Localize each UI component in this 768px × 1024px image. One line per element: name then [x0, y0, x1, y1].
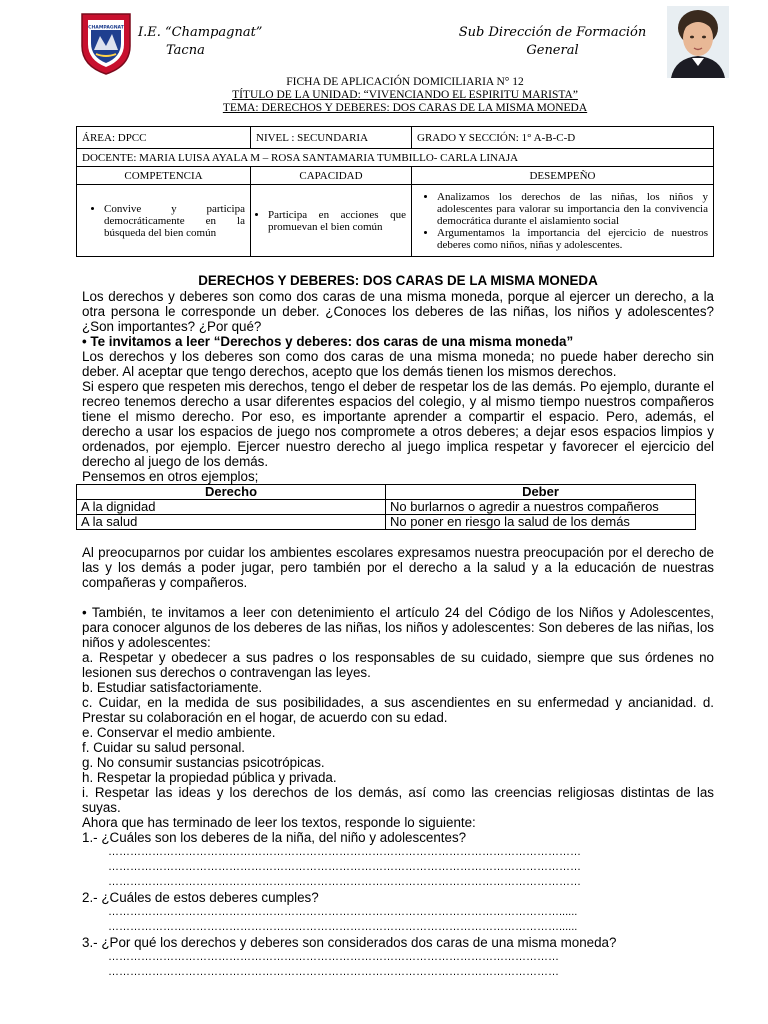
spacer — [82, 530, 714, 545]
desempeno-cell — [412, 185, 714, 257]
paragraph-2: Los derechos y los deberes son como dos caras de una misma moneda; no puede haber derecho sin deber. Al aceptar que tengo derechos, acepto que los demás tienen los mismos derechos. — [82, 349, 714, 379]
paragraph-6: • También, te invitamos a leer con detenimiento el artículo 24 del Código de los Niños y Adolescentes, para conocer algunos de los deberes de las niñas, los niños y adolescentes: Son deberes de las niñas, los niños y adolescentes: — [82, 605, 714, 650]
desempeno-header: DESEMPEÑO — [412, 167, 714, 185]
desempeno-item-2: • Argumentamos la importancia del ejercicio de nuestros deberes como niños, niñas y adolescentes. — [437, 227, 708, 251]
school-city: Tacna — [166, 43, 205, 58]
department-block — [440, 24, 665, 60]
duty-item: f. Cuidar su salud personal. — [82, 740, 246, 755]
deber-cell: No poner en riesgo la salud de los demás — [386, 515, 696, 530]
grade-cell: GRADO Y SECCIÓN: 1° A-B-C-D — [412, 127, 714, 149]
spacer — [82, 590, 714, 605]
school-crest-logo — [78, 10, 134, 76]
table-row — [77, 127, 714, 149]
answer-line[interactable]: ……………………………………………………………………………………………………………...... — [108, 906, 578, 918]
duty-item: i. Respetar las ideas y los derechos de los demás, así como las creencias religiosas distintas de las suyas. — [82, 785, 714, 815]
derecho-header: Derecho — [77, 485, 386, 500]
answer-line[interactable]: …………………………………………………………………………………………………………… — [108, 951, 559, 963]
answer-line[interactable]: ……………………………………………………………………………………………………………...... — [108, 921, 578, 933]
duty-item: g. No consumir sustancias psicotrópicas. — [82, 755, 325, 770]
paragraph-5: Al preocuparnos por cuidar los ambientes escolares expresamos nuestra preocupación por el derecho de las y los demás a poder jugar, pero también por el derecho a la salud y a la educación de nuestras compañeras y compañeros. — [82, 545, 714, 590]
duty-item: a. Respetar y obedecer a sus padres o los responsables de su cuidado, siempre que sus órdenes no lesionen sus derechos o contravengan las leyes. — [82, 650, 714, 680]
crest-text: CHAMPAGNAT — [88, 25, 124, 31]
duty-item: h. Respetar la propiedad pública y privada. — [82, 770, 337, 785]
department-line-1: Sub Dirección de Formación — [458, 25, 647, 40]
course-info-table — [76, 126, 714, 257]
duty-item: c. Cuidar, en la medida de sus posibilidades, a sus ascendientes en su enfermedad y ancianidad. d. Prestar su colaboración en el hogar, de acuerdo con su edad. — [82, 695, 714, 725]
intro-paragraph: Los derechos y deberes son como dos caras de una misma moneda, porque al ejercer un derecho, a la otra persona le corresponde un deber. ¿Conoces los deberes de las niñas, los niños y adolescentes? ¿Son importantes? ¿Por qué? — [82, 289, 714, 334]
desempeno-item-1: • Analizamos los derechos de las niñas, los niños y adolescentes para valorar su importancia den la convivencia democrática durante el aislamiento social — [437, 191, 708, 227]
capacidad-header: CAPACIDAD — [251, 167, 412, 185]
deber-cell: No burlarnos o agredir a nuestros compañeros — [386, 500, 696, 515]
level-cell: NIVEL : SECUNDARIA — [251, 127, 412, 149]
answer-line[interactable]: ………………………………………………………………………………………………………………… — [108, 861, 581, 873]
ficha-title: FICHA DE APLICACIÓN DOMICILIARIA N° 12 — [286, 76, 524, 88]
duty-item: b. Estudiar satisfactoriamente. — [82, 680, 263, 695]
founder-portrait — [667, 6, 729, 78]
question-1: 1.- ¿Cuáles son los deberes de la niña, del niño y adolescentes? — [82, 830, 467, 845]
section-heading: DERECHOS Y DEBERES: DOS CARAS DE LA MISMA MONEDA — [198, 273, 598, 288]
competencia-text: • Convive y participa democráticamente en la búsqueda del bien común — [104, 203, 245, 239]
capacidad-cell — [251, 185, 412, 257]
table-row — [77, 167, 714, 185]
derecho-cell: A la salud — [77, 515, 386, 530]
answer-line[interactable]: ………………………………………………………………………………………………………………… — [108, 846, 581, 858]
paragraph-3: Si espero que respeten mis derechos, tengo el deber de respetar los de las demás. Po ejemplo, durante el recreo tenemos derecho a usar diferentes espacios del colegio, y al mismo tiempo nuestros compañeros tiene el mismo derecho. Por eso, es importante aprender a compartir el espacio. Pero, además, el derecho a usar los espacios de juego nos compromete a otros deberes; a dejar esos espacios limpios y ordenados, por ejemplo. Ejercer nuestro derecho al juego implica respetar y favorecer el ejercicio del derecho al juego de los demás. — [82, 379, 714, 469]
school-name-block — [138, 24, 308, 60]
derecho-cell: A la dignidad — [77, 500, 386, 515]
department-line-2: General — [526, 43, 579, 58]
table-row — [77, 485, 696, 500]
deber-header: Deber — [386, 485, 696, 500]
duty-item: e. Conservar el medio ambiente. — [82, 725, 276, 740]
questions-prompt: Ahora que has terminado de leer los textos, responde lo siguiente: — [82, 815, 476, 830]
teachers-cell: DOCENTE: MARIA LUISA AYALA M – ROSA SANTAMARIA TUMBILLO- CARLA LINAJA — [77, 149, 714, 167]
rights-duties-table — [76, 484, 696, 530]
capacidad-text: • Participa en acciones que promuevan el bien común — [268, 209, 406, 233]
table-row — [77, 185, 714, 257]
question-2: 2.- ¿Cuáles de estos deberes cumples? — [82, 890, 319, 905]
table-row — [77, 149, 714, 167]
document-titles — [150, 76, 660, 115]
main-content — [82, 273, 714, 980]
competencia-cell — [77, 185, 251, 257]
table-row — [77, 500, 696, 515]
answer-line[interactable]: ………………………………………………………………………………………………………………… — [108, 876, 581, 888]
competencia-header: COMPETENCIA — [77, 167, 251, 185]
reading-invitation: • Te invitamos a leer “Derechos y deberes: dos caras de una misma moneda” — [82, 334, 574, 349]
answer-line[interactable]: …………………………………………………………………………………………………………… — [108, 966, 559, 978]
question-3: 3.- ¿Por qué los derechos y deberes son considerados dos caras de una misma moneda? — [82, 935, 617, 950]
school-name: I.E. “Champagnat” — [138, 25, 263, 40]
unit-title: TÍTULO DE LA UNIDAD: “VIVENCIANDO EL ESPIRITU MARISTA” — [232, 89, 578, 101]
topic-title: TEMA: DERECHOS Y DEBERES: DOS CARAS DE LA MISMA MONEDA — [222, 102, 588, 114]
table-row — [77, 515, 696, 530]
area-cell: ÁREA: DPCC — [77, 127, 251, 149]
paragraph-4: Pensemos en otros ejemplos; — [82, 469, 259, 484]
